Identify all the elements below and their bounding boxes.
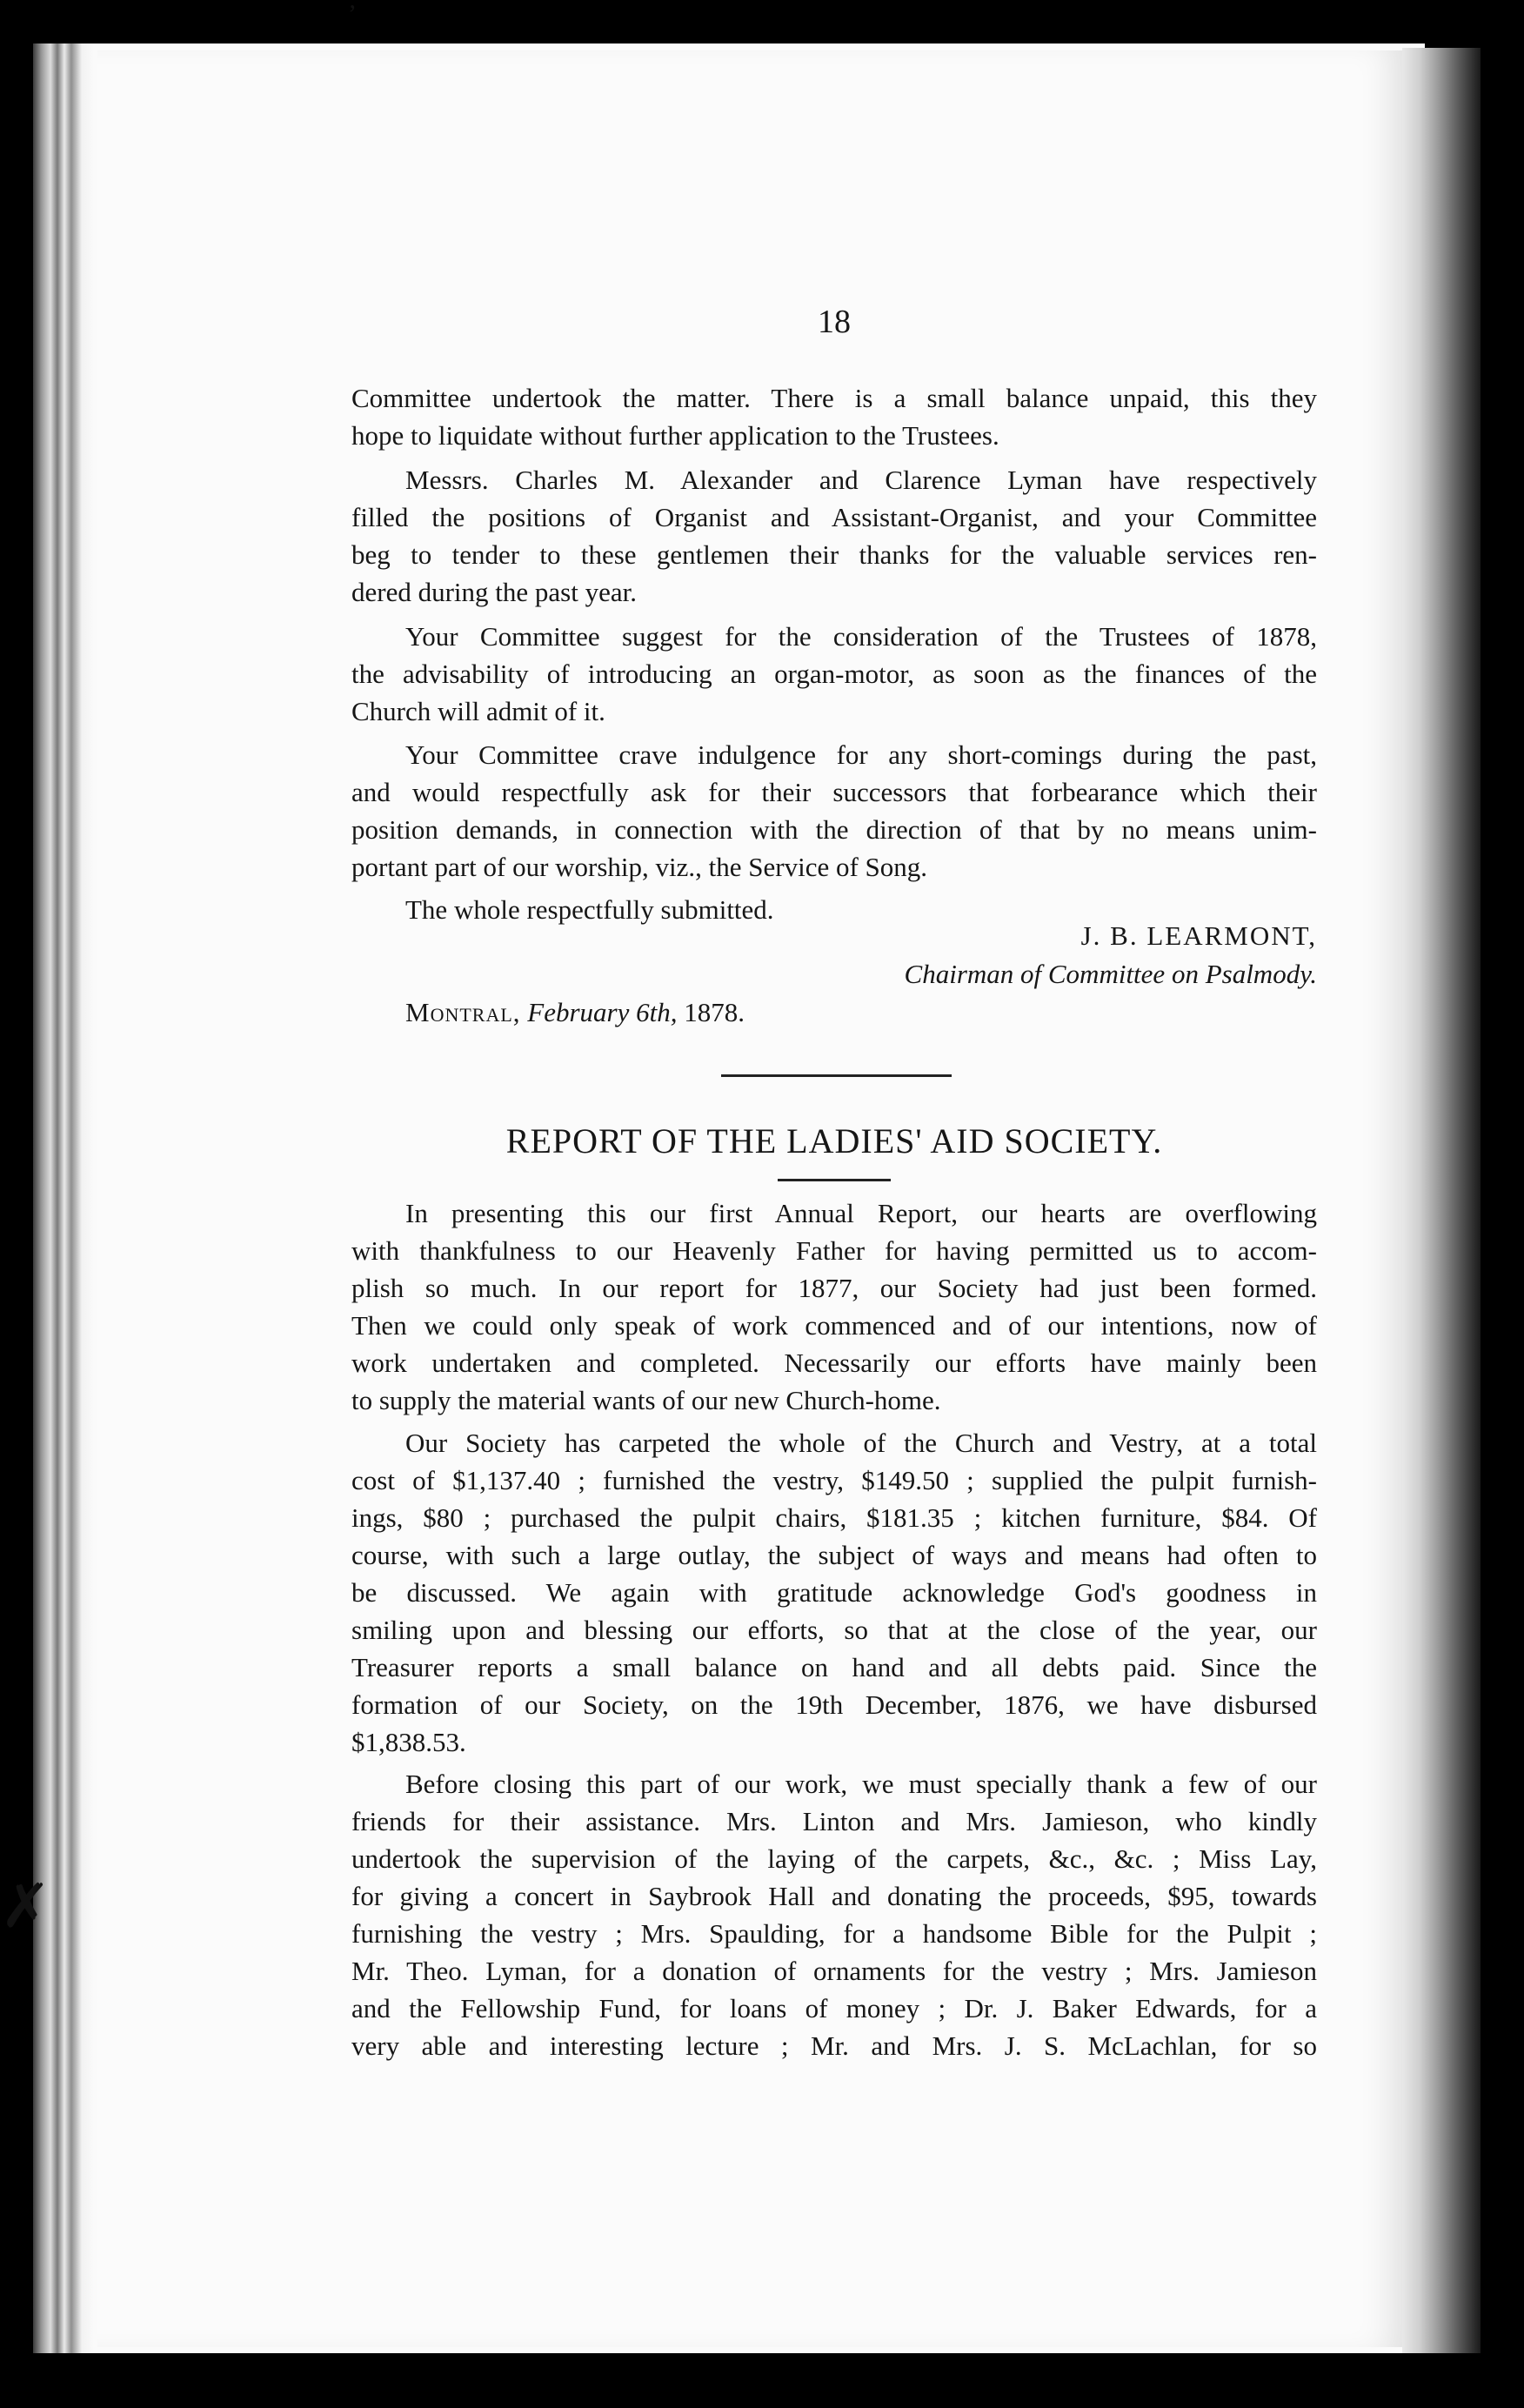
place: Montral, (405, 997, 521, 1027)
page-number: 18 (818, 304, 851, 340)
page-right-edge-shadow (1402, 48, 1481, 2353)
text-line: cost of $1,137.40 ; furnished the vestry, $149.50 ; supplied the pulpit furnish- (351, 1465, 1317, 1495)
paragraph-organists (351, 461, 1317, 611)
text-line: and would respectfully ask for their successors that forbearance which their (351, 777, 1317, 807)
margin-mark-left: ✗ (0, 1874, 51, 1941)
text-line: for giving a concert in Saybrook Hall and donating the proceeds, $95, towards (351, 1881, 1317, 1911)
document-page (97, 50, 1402, 2347)
text-line: In presenting this our first Annual Report, our hearts are overflowing (405, 1198, 1317, 1228)
paragraph-organ-motor (351, 618, 1317, 730)
text-line: Mr. Theo. Lyman, for a donation of ornaments for the vestry ; Mrs. Jamieson (351, 1956, 1317, 1986)
text-line: Before closing this part of our work, we must specially thank a few of our (405, 1769, 1317, 1799)
text-line: course, with such a large outlay, the subject of ways and means had often to (351, 1540, 1317, 1570)
text-line: The whole respectfully submitted. (405, 894, 774, 925)
text-line: position demands, in connection with the direction of that by no means unim- (351, 814, 1317, 845)
text-line: friends for their assistance. Mrs. Linton and Mrs. Jamieson, who kindly (351, 1806, 1317, 1836)
text-line: hope to liquidate without further application to the Trustees. (351, 420, 999, 451)
text-line: plish so much. In our report for 1877, our Society had just been formed. (351, 1273, 1317, 1303)
text-line: and the Fellowship Fund, for loans of money ; Dr. J. Baker Edwards, for a (351, 1993, 1317, 2023)
paragraph-indulgence (351, 736, 1317, 886)
text-line: Treasurer reports a small balance on hand and all debts paid. Since the (351, 1652, 1317, 1682)
text-line: with thankfulness to our Heavenly Father for having permitted us to accom- (351, 1235, 1317, 1266)
text-line: work undertaken and completed. Necessarily our efforts have mainly been (351, 1348, 1317, 1378)
text-line: $1,838.53. (351, 1727, 466, 1757)
text-line: Committee undertook the matter. There is a small balance unpaid, this they (351, 383, 1317, 413)
paragraph-committee-balance (351, 379, 1317, 454)
text-line: to supply the material wants of our new Church-home. (351, 1385, 941, 1415)
text-line: filled the positions of Organist and Assistant-Organist, and your Committee (351, 502, 1317, 532)
text-line: Your Committee crave indulgence for any short-comings during the past, (405, 739, 1317, 770)
text-line: be discussed. We again with gratitude acknowledge God's goodness in (351, 1577, 1317, 1608)
text-line: ings, $80 ; purchased the pulpit chairs, $181.35 ; kitchen furniture, $84. Of (351, 1502, 1317, 1533)
text-line: the advisability of introducing an organ-motor, as soon as the finances of the (351, 659, 1317, 689)
text-line: smiling upon and blessing our efforts, so that at the close of the year, our (351, 1615, 1317, 1645)
text-line: Church will admit of it. (351, 696, 605, 726)
place-date (405, 997, 927, 1028)
text-line: furnishing the vestry ; Mrs. Spaulding, for a handsome Bible for the Pulpit ; (351, 1918, 1317, 1949)
year: 1878. (684, 997, 745, 1027)
report-heading: REPORT OF THE LADIES' AID SOCIETY. (505, 1121, 1163, 1161)
text-line: beg to tender to these gentlemen their thanks for the valuable services ren- (351, 539, 1317, 570)
signature-name: J. B. LEARMONT, (1080, 920, 1317, 951)
text-line: Your Committee suggest for the consideration of the Trustees of 1878, (405, 621, 1317, 652)
text-line: Then we could only speak of work commenced and of our intentions, now of (351, 1310, 1317, 1341)
corner-mark-top: ʼ (348, 0, 357, 29)
text-line: very able and interesting lecture ; Mr. and Mrs. J. S. McLachlan, for so (351, 2030, 1317, 2061)
text-line: dered during the past year. (351, 577, 637, 607)
paragraph-thanks-friends (351, 1765, 1317, 2064)
text-line: Our Society has carpeted the whole of the Church and Vestry, at a total (405, 1428, 1317, 1458)
paragraph-carpeted-church (351, 1424, 1317, 1761)
heading-underline (778, 1179, 891, 1181)
signature-title: Chairman of Committee on Psalmody. (904, 959, 1317, 989)
date: February 6th, (527, 997, 678, 1027)
text-line: formation of our Society, on the 19th December, 1876, we have disbursed (351, 1689, 1317, 1720)
paragraph-first-annual-report (351, 1194, 1317, 1419)
section-divider (721, 1074, 952, 1077)
text-line: Messrs. Charles M. Alexander and Clarence Lyman have respectively (405, 465, 1317, 495)
text-line: undertook the supervision of the laying of the carpets, &c., &c. ; Miss Lay, (351, 1843, 1317, 1874)
text-line: portant part of our worship, viz., the Service of Song. (351, 852, 928, 882)
